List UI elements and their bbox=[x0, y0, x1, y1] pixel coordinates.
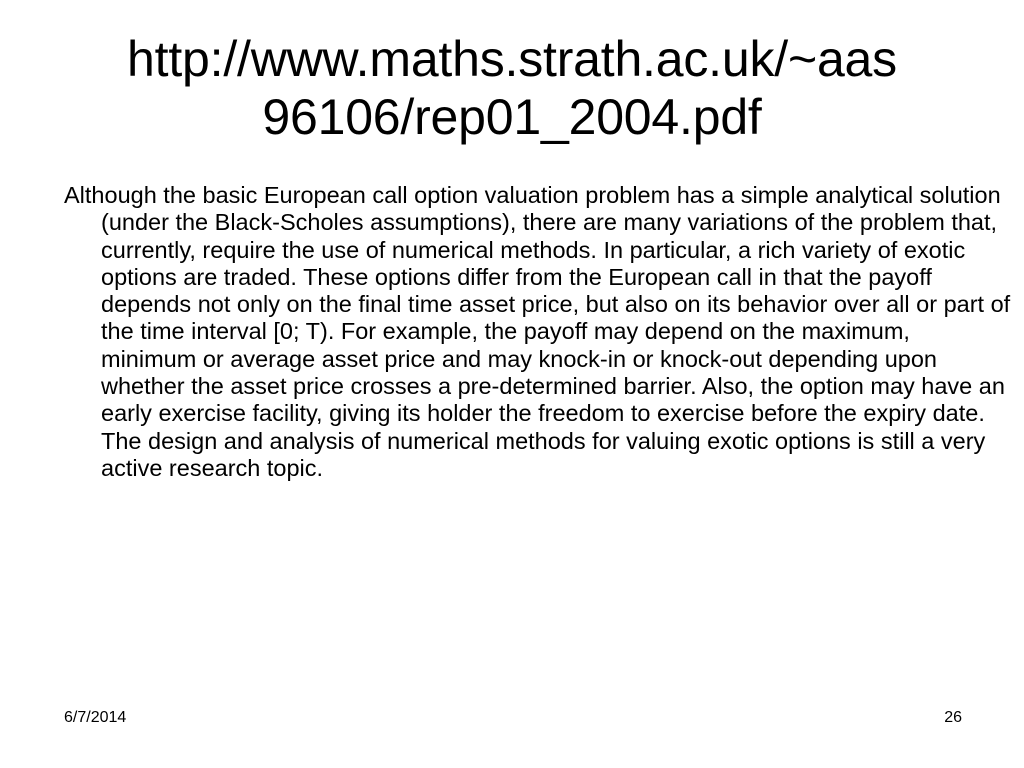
slide-title-line-1: http://www.maths.strath.ac.uk/~aas bbox=[127, 31, 897, 87]
footer-date: 6/7/2014 bbox=[64, 709, 127, 726]
slide-number: 26 bbox=[944, 709, 962, 726]
slide-body-text: Although the basic European call option valuation problem has a simple analytical solution (under the Black-Scholes assumptions), there are many variations of the problem that, currently, require the use of numerical methods. In particular, a rich variety of exotic options are traded. These options differ from the European call in that the payoff depends not only on the final time asset price, but also on its behavior over all or part of the time interval [0; T). For example, the payoff may depend on the maximum, minimum or average asset price and may knock-in or knock-out depending upon whether the asset price crosses a pre-determined barrier. Also, the option may have an early exercise facility, giving its holder the freedom to exercise before the expiry date. The design and analysis of numerical methods for valuing exotic options is still a very active research topic. bbox=[64, 182, 1011, 481]
slide-title-line-2: 96106/rep01_2004.pdf bbox=[262, 89, 762, 145]
slide-title bbox=[40, 30, 984, 146]
